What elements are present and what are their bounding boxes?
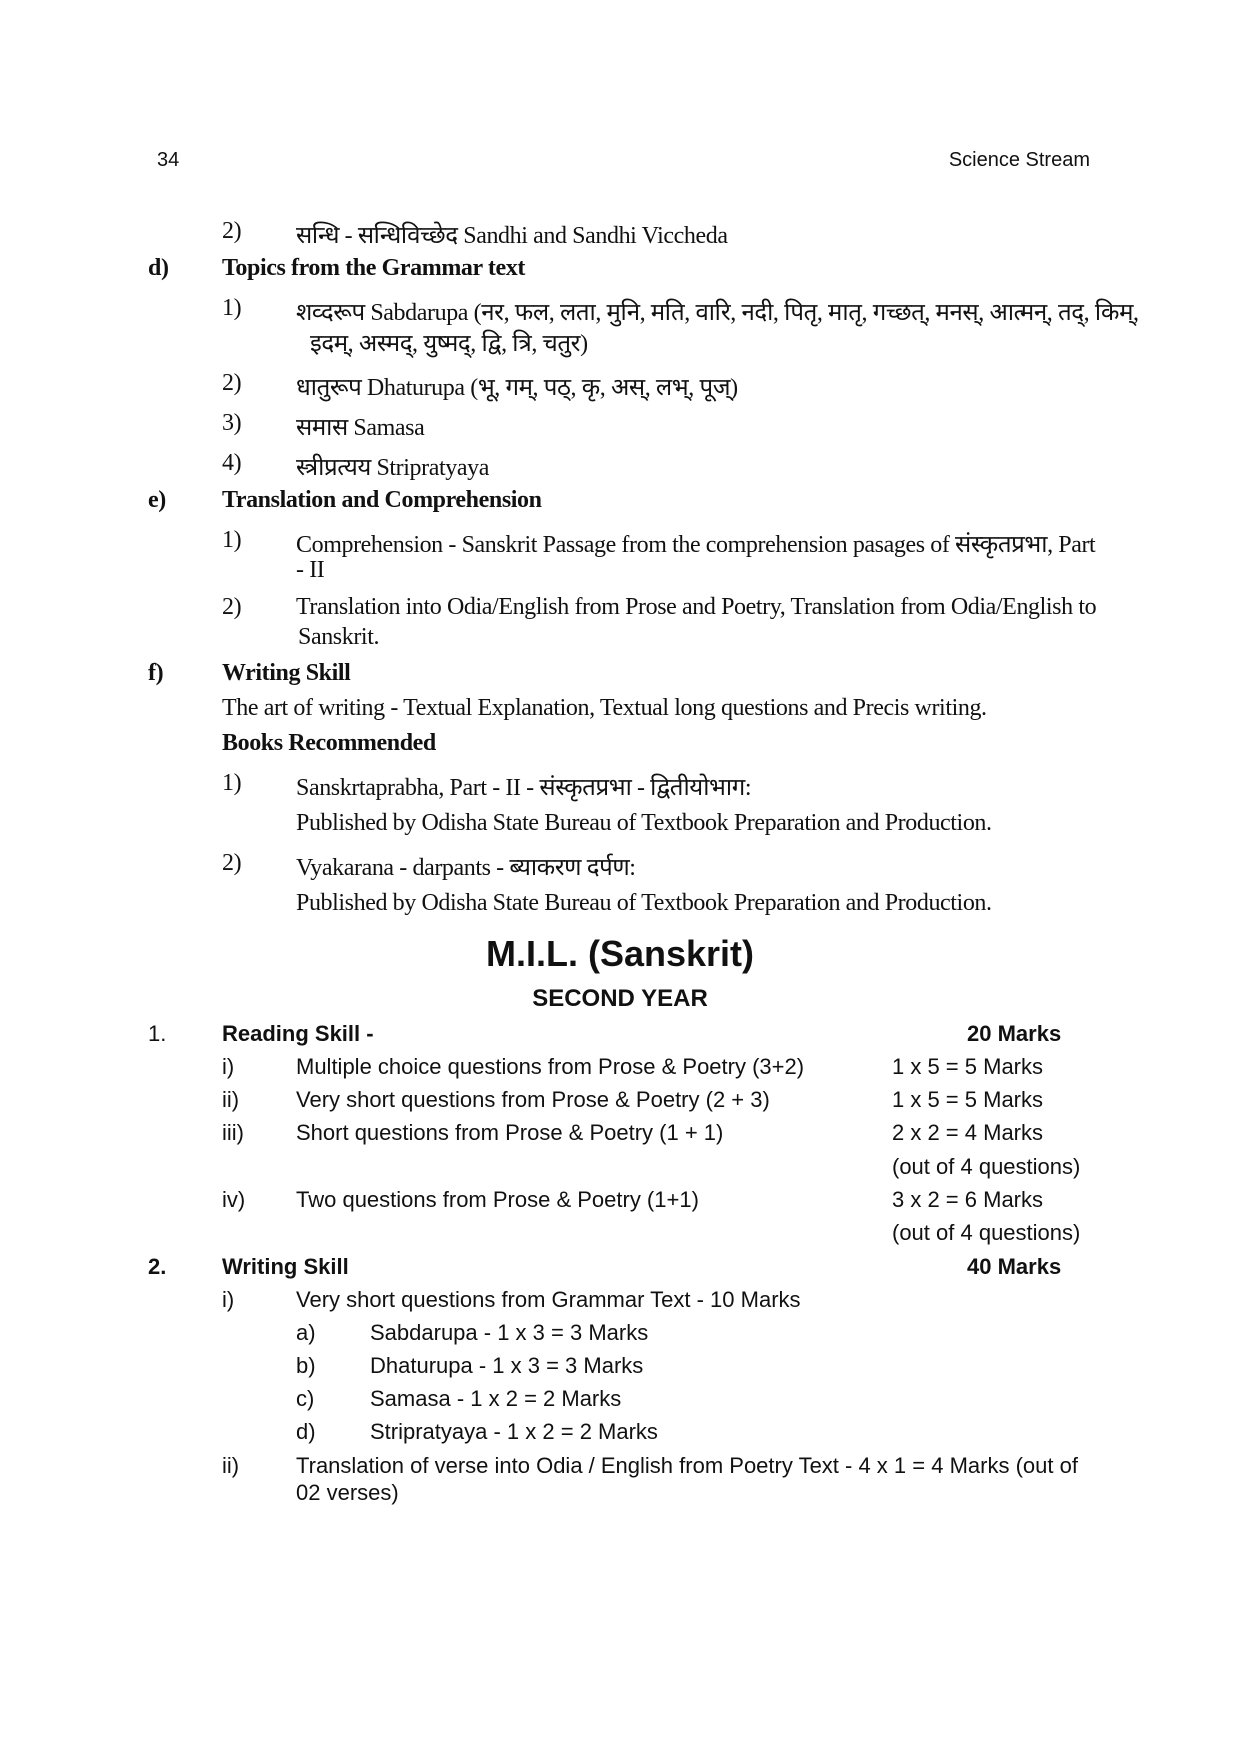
comprehension-item-cont: - II: [296, 557, 325, 583]
writing-item: Very short questions from Grammar Text - 10 Marks: [296, 1287, 801, 1312]
page-title: M.I.L. (Sanskrit): [485, 933, 755, 974]
book-title: Vyakarana - darpants - ब्याकरण दर्पण:: [296, 855, 636, 881]
books-heading: Books Recommended: [222, 730, 436, 756]
item-number: iv): [222, 1187, 246, 1212]
book-publisher: Published by Odisha State Bureau of Textbook Preparation and Production.: [296, 890, 992, 916]
item-number: 1): [222, 527, 242, 553]
item-marks: 1 x 5 = 5 Marks: [892, 1087, 1044, 1112]
grammar-topics-heading: Topics from the Grammar text: [222, 255, 525, 281]
writing-skill-heading-2: Writing Skill: [222, 1254, 349, 1279]
item-number: 2): [222, 370, 242, 396]
item-number: ii): [222, 1453, 240, 1478]
item-number: 2): [222, 218, 242, 244]
sub-item-letter: b): [296, 1353, 316, 1378]
reading-item: Very short questions from Prose & Poetry (2 + 3): [296, 1087, 770, 1112]
stripratyaya-item: स्त्रीप्रत्यय Stripratyaya: [296, 455, 489, 481]
verse-translation-item-cont: 02 verses): [296, 1480, 399, 1505]
sub-item: Stripratyaya - 1 x 2 = 2 Marks: [370, 1419, 658, 1444]
translation-item-cont: Sanskrit.: [298, 624, 380, 650]
page-subtitle: SECOND YEAR: [532, 985, 708, 1012]
item-number: iii): [222, 1120, 244, 1145]
verse-translation-item: Translation of verse into Odia / English from Poetry Text - 4 x 1 = 4 Marks (out of: [296, 1453, 1078, 1478]
item-number: 2): [222, 850, 242, 876]
translation-item: Translation into Odia/English from Prose and Poetry, Translation from Odia/English to: [296, 594, 1097, 620]
reading-skill-heading: Reading Skill -: [222, 1021, 374, 1046]
reading-item: Multiple choice questions from Prose & Poetry (3+2): [296, 1054, 805, 1079]
item-number: 4): [222, 450, 242, 476]
reading-skill-marks: 20 Marks: [967, 1021, 1062, 1046]
item-number: 3): [222, 410, 242, 436]
section-label-f: f): [148, 660, 164, 686]
sabdarupa-item-cont: इदम्, अस्मद्, युष्मद्, द्वि, त्रि, चतुर): [310, 331, 588, 357]
comprehension-item: Comprehension - Sanskrit Passage from the comprehension pasages of संस्कृतप्रभा, Part: [296, 532, 1096, 558]
section-number: 2.: [148, 1254, 167, 1279]
translation-heading: Translation and Comprehension: [222, 487, 542, 513]
sandhi-item: सन्धि - सन्धिविच्छेद Sandhi and Sandhi Viccheda: [296, 223, 728, 249]
item-number: ii): [222, 1087, 240, 1112]
item-marks-note: (out of 4 questions): [892, 1220, 1081, 1245]
sub-item-letter: a): [296, 1320, 316, 1345]
reading-item: Two questions from Prose & Poetry (1+1): [296, 1187, 699, 1212]
item-number: 1): [222, 295, 242, 321]
book-publisher: Published by Odisha State Bureau of Textbook Preparation and Production.: [296, 810, 992, 836]
sub-item: Sabdarupa - 1 x 3 = 3 Marks: [370, 1320, 649, 1345]
item-number: i): [222, 1054, 235, 1079]
item-number: 1): [222, 770, 242, 796]
sub-item-letter: d): [296, 1419, 316, 1444]
writing-skill-text: The art of writing - Textual Explanation, Textual long questions and Precis writing.: [222, 695, 987, 721]
sub-item-letter: c): [296, 1386, 315, 1411]
sabdarupa-item: शव्दरूप Sabdarupa (नर, फल, लता, मुनि, मति, वारि, नदी, पितृ, मातृ, गच्छत्, मनस्, आत्मन्, तद्, किम्,: [296, 300, 1139, 326]
dhaturupa-item: धातुरूप Dhaturupa (भू, गम्, पठ्, कृ, अस्, लभ्, पूज्): [296, 375, 738, 401]
item-marks: 2 x 2 = 4 Marks: [892, 1120, 1044, 1145]
sub-item: Dhaturupa - 1 x 3 = 3 Marks: [370, 1353, 644, 1378]
sub-item: Samasa - 1 x 2 = 2 Marks: [370, 1386, 622, 1411]
writing-skill-heading: Writing Skill: [222, 660, 351, 686]
reading-item: Short questions from Prose & Poetry (1 + 1): [296, 1120, 724, 1145]
item-marks: 3 x 2 = 6 Marks: [892, 1187, 1044, 1212]
page-number: 34: [157, 149, 180, 171]
item-marks-note: (out of 4 questions): [892, 1154, 1081, 1179]
writing-skill-marks: 40 Marks: [967, 1254, 1062, 1279]
item-number: i): [222, 1287, 235, 1312]
samasa-item: समास Samasa: [296, 415, 425, 441]
section-label-d: d): [148, 255, 169, 281]
section-number: 1.: [148, 1021, 167, 1046]
item-marks: 1 x 5 = 5 Marks: [892, 1054, 1044, 1079]
item-number: 2): [222, 594, 242, 620]
running-header: Science Stream: [948, 149, 1090, 171]
section-label-e: e): [148, 487, 166, 513]
book-title: Sanskrtaprabha, Part - II - संस्कृतप्रभा - द्वितीयोभाग:: [296, 775, 752, 801]
